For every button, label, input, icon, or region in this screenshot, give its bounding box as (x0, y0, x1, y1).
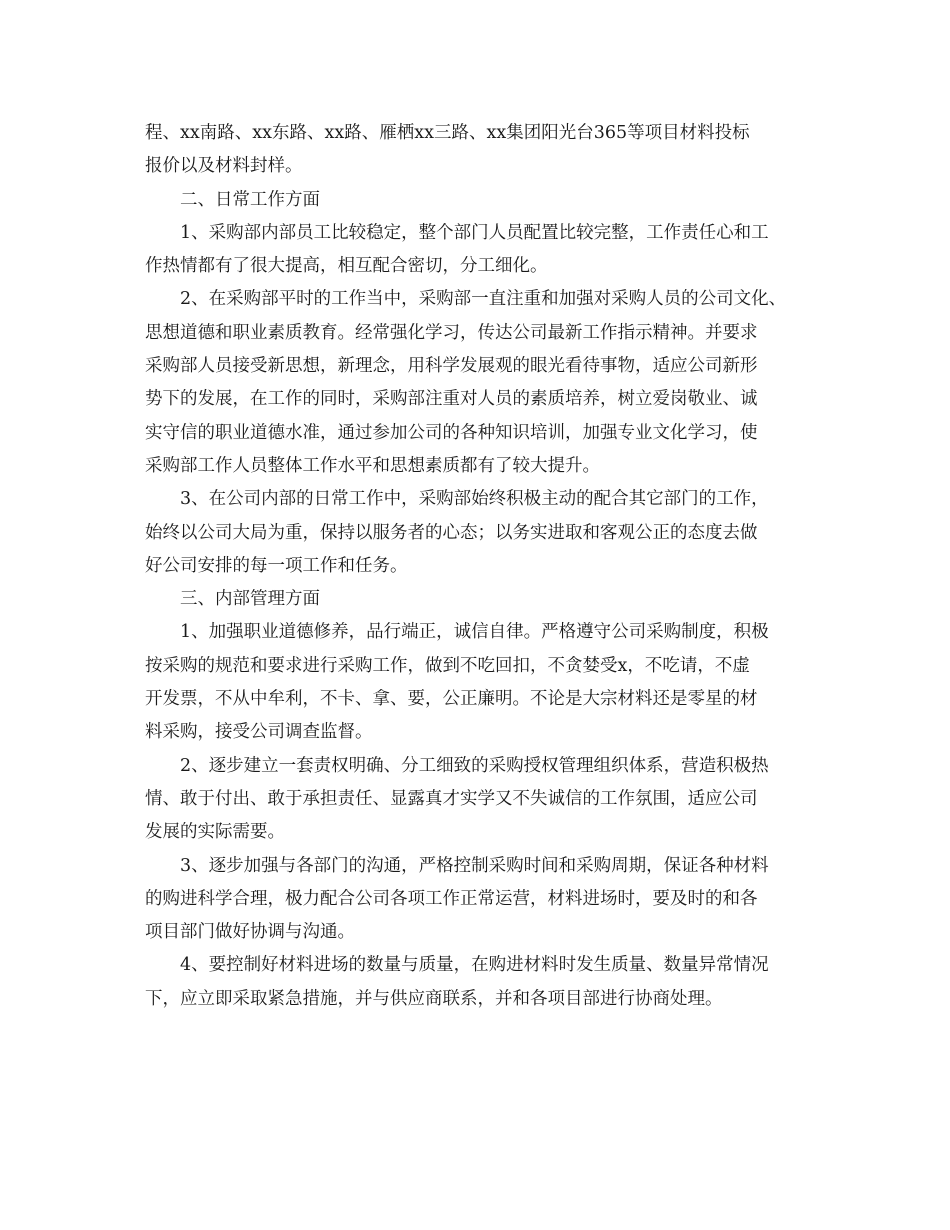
text-line: 下，应立即采取紧急措施，并与供应商联系，并和各项目部进行协商处理。 (145, 988, 723, 1009)
text-line: 2、逐步建立一套责权明确、分工细致的采购授权管理组织体系，营造积极热 (180, 755, 769, 776)
text-line: 作热情都有了很大提高，相互配合密切，分工细化。 (145, 256, 548, 277)
text-line: 好公司安排的每一项工作和任务。 (145, 555, 408, 576)
document-body (145, 117, 835, 1016)
text-line: 思想道德和职业素质教育。经常强化学习，传达公司最新工作指示精神。并要求 (145, 322, 758, 343)
text-line: 三、内部管理方面 (180, 589, 320, 610)
text-line: 1、加强职业道德修养，品行端正，诚信自律。严格遵守公司采购制度，积极 (180, 622, 769, 643)
text-line: 二、日常工作方面 (180, 189, 320, 210)
text-line: 始终以公司大局为重，保持以服务者的心态；以务实进取和客观公正的态度去做 (145, 522, 758, 543)
text-line: 程、xx南路、xx东路、xx路、雁栖xx三路、xx集团阳光台365等项目材料投标 (145, 123, 750, 143)
text-line: 报价以及材料封样。 (145, 156, 303, 177)
text-line: 情、敢于付出、敢于承担责任、显露真才实学又不失诚信的工作氛围，适应公司 (145, 788, 758, 809)
text-line: 采购部人员接受新思想，新理念，用科学发展观的眼光看待事物，适应公司新形 (145, 356, 758, 377)
text-line: 采购部工作人员整体工作水平和思想素质都有了较大提升。 (145, 455, 600, 476)
text-line: 的购进科学合理，极力配合公司各项工作正常运营，材料进场时，要及时的和各 (145, 888, 758, 909)
text-line: 发展的实际需要。 (145, 822, 285, 843)
text-line: 势下的发展，在工作的同时，采购部注重对人员的素质培养，树立爱岗敬业、诚 (145, 389, 758, 410)
text-line: 实守信的职业道德水准，通过参加公司的各种知识培训，加强专业文化学习，使 (145, 422, 758, 443)
text-line: 料采购，接受公司调查监督。 (145, 722, 373, 743)
text-line: 项目部门做好协调与沟通。 (145, 922, 355, 943)
text-line: 开发票，不从中牟利，不卡、拿、要，公正廉明。不论是大宗材料还是零星的材 (145, 689, 758, 710)
text-line: 4、要控制好材料进场的数量与质量，在购进材料时发生质量、数量异常情况 (180, 955, 769, 976)
text-line: 按采购的规范和要求进行采购工作，做到不吃回扣，不贪婪受x，不吃请，不虚 (145, 655, 750, 676)
text-line: 3、逐步加强与各部门的沟通，严格控制采购时间和采购周期，保证各种材料 (180, 855, 769, 876)
text-line: 1、采购部内部员工比较稳定，整个部门人员配置比较完整，工作责任心和工 (180, 222, 769, 243)
text-line: 2、在采购部平时的工作当中，采购部一直注重和加强对采购人员的公司文化、 (180, 289, 787, 310)
text-line: 3、在公司内部的日常工作中，采购部始终积极主动的配合其它部门的工作， (180, 489, 769, 510)
